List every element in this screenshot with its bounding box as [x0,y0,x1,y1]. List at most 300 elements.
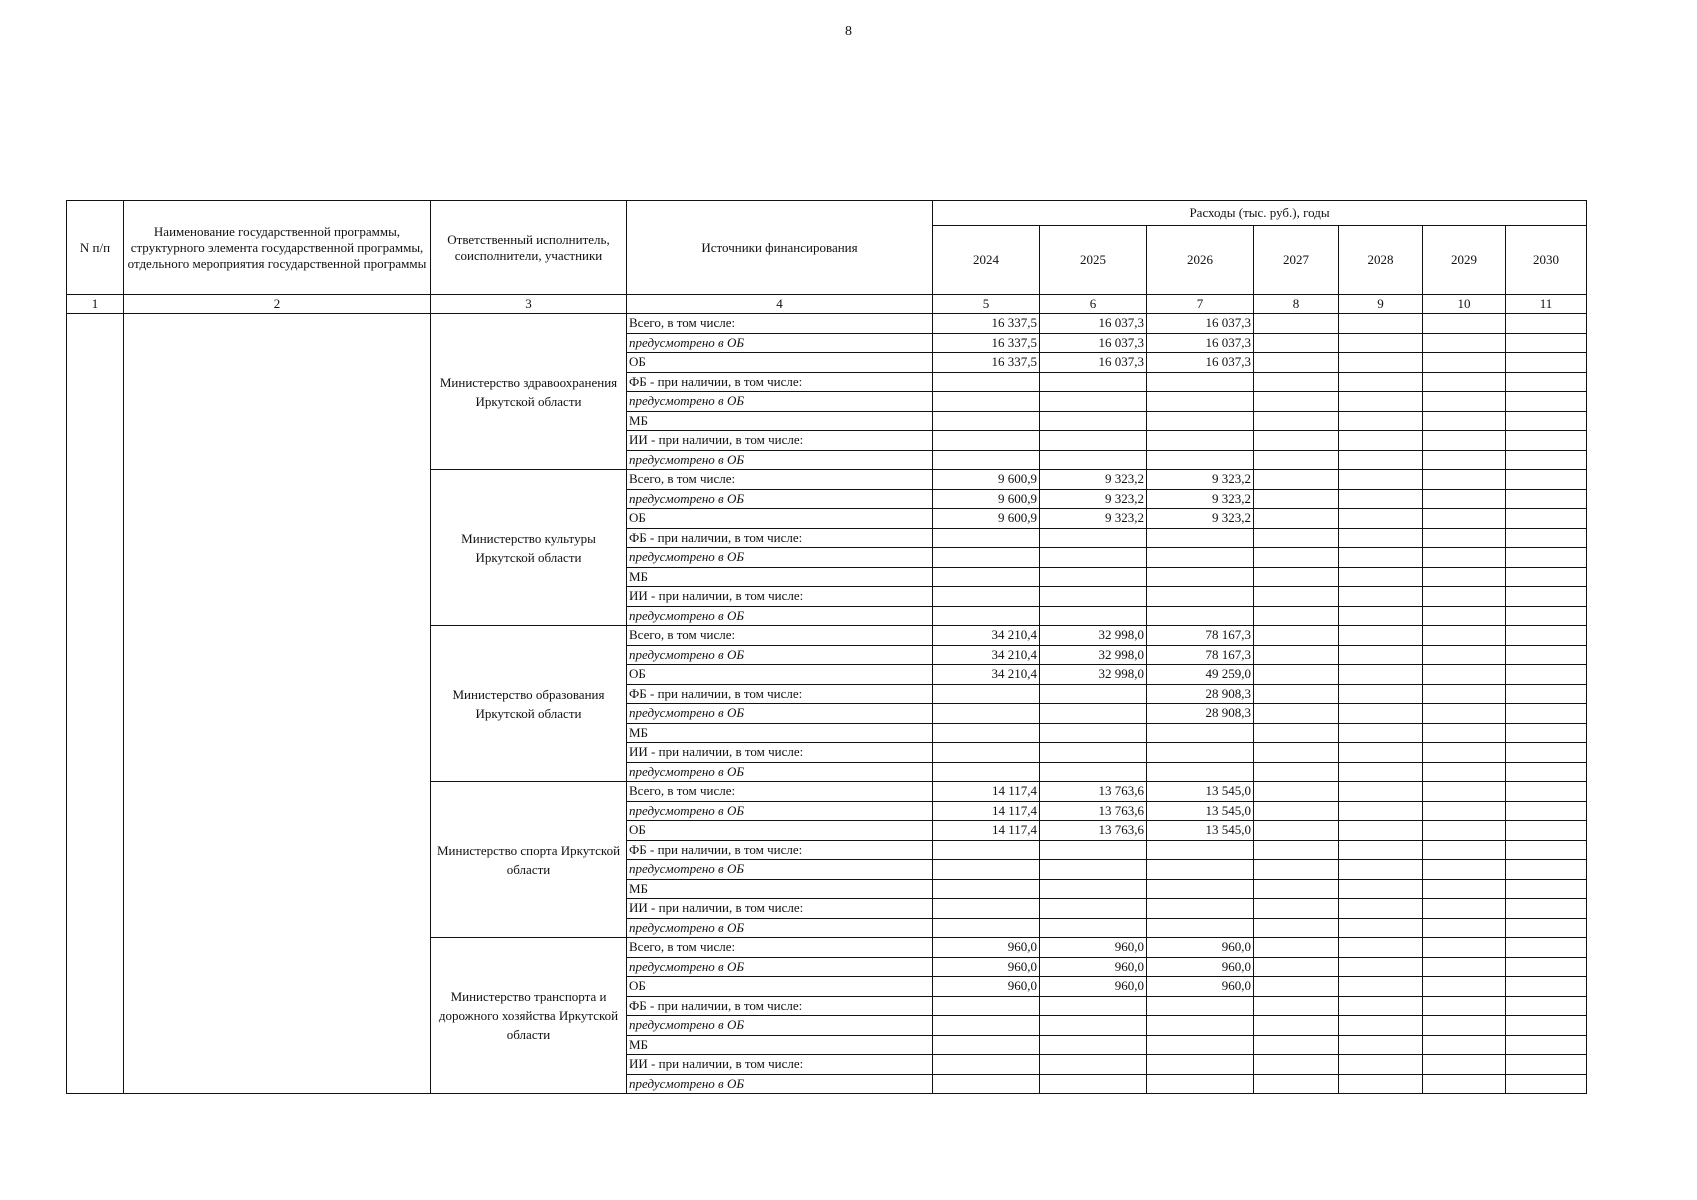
value-cell: 16 337,5 [933,314,1040,334]
value-cell [1254,333,1339,353]
value-cell [1423,723,1506,743]
value-cell: 34 210,4 [933,665,1040,685]
value-cell [1339,567,1423,587]
value-cell: 960,0 [1147,957,1254,977]
program-name-cell [124,314,431,1094]
value-cell [1040,1074,1147,1094]
value-cell [1506,879,1587,899]
value-cell [1339,489,1423,509]
value-cell [1254,411,1339,431]
value-cell: 34 210,4 [933,645,1040,665]
source-label: предусмотрено в ОБ [627,860,933,880]
value-cell [1254,684,1339,704]
value-cell [1506,801,1587,821]
value-cell [1506,723,1587,743]
value-cell [1040,1016,1147,1036]
value-cell [1339,1055,1423,1075]
value-cell [933,587,1040,607]
header-expenses: Расходы (тыс. руб.), годы [933,201,1587,226]
value-cell: 9 323,2 [1147,470,1254,490]
value-cell [1147,996,1254,1016]
value-cell [1423,548,1506,568]
value-cell [1040,567,1147,587]
source-label: предусмотрено в ОБ [627,957,933,977]
value-cell [1423,411,1506,431]
value-cell [1506,567,1587,587]
value-cell [1254,606,1339,626]
value-cell [933,879,1040,899]
value-cell [1339,392,1423,412]
value-cell [1339,606,1423,626]
header-num: N п/п [67,201,124,295]
value-cell [933,743,1040,763]
value-cell: 960,0 [1147,938,1254,958]
value-cell [1147,743,1254,763]
value-cell [1254,723,1339,743]
value-cell [1423,918,1506,938]
header-year: 2030 [1506,226,1587,295]
value-cell: 960,0 [933,977,1040,997]
value-cell [1506,528,1587,548]
value-cell [1339,509,1423,529]
value-cell [933,840,1040,860]
source-label: ОБ [627,509,933,529]
value-cell [1254,996,1339,1016]
source-label: предусмотрено в ОБ [627,333,933,353]
value-cell [1254,548,1339,568]
column-number: 5 [933,295,1040,314]
value-cell [1423,1016,1506,1036]
value-cell [1339,938,1423,958]
column-number: 6 [1040,295,1147,314]
executor-cell: Министерство образования Иркутской области [431,626,627,782]
value-cell [933,762,1040,782]
source-label: предусмотрено в ОБ [627,645,933,665]
value-cell [1506,977,1587,997]
value-cell [933,918,1040,938]
value-cell: 13 763,6 [1040,782,1147,802]
value-cell [1506,743,1587,763]
header-year: 2028 [1339,226,1423,295]
source-label: предусмотрено в ОБ [627,450,933,470]
value-cell: 9 323,2 [1147,489,1254,509]
value-cell [933,548,1040,568]
value-cell [1506,587,1587,607]
value-cell [1339,704,1423,724]
value-cell [1506,938,1587,958]
value-cell [1254,645,1339,665]
value-cell [933,1074,1040,1094]
value-cell [1506,392,1587,412]
value-cell [1040,548,1147,568]
value-cell [1423,957,1506,977]
value-cell [1040,606,1147,626]
value-cell [1147,392,1254,412]
value-cell [1506,450,1587,470]
value-cell [1254,372,1339,392]
value-cell [1254,567,1339,587]
value-cell: 49 259,0 [1147,665,1254,685]
value-cell [1506,626,1587,646]
value-cell [1423,1035,1506,1055]
executor-cell: Министерство культуры Иркутской области [431,470,627,626]
value-cell [1040,879,1147,899]
column-number: 1 [67,295,124,314]
value-cell [1254,587,1339,607]
row-number-cell [67,314,124,1094]
source-label: МБ [627,723,933,743]
value-cell [1423,606,1506,626]
source-label: Всего, в том числе: [627,314,933,334]
header-year: 2024 [933,226,1040,295]
value-cell [1147,528,1254,548]
value-cell [1506,548,1587,568]
value-cell [933,996,1040,1016]
value-cell: 9 323,2 [1040,489,1147,509]
source-label: предусмотрено в ОБ [627,704,933,724]
source-label: предусмотрено в ОБ [627,548,933,568]
value-cell [1506,431,1587,451]
source-label: ИИ - при наличии, в том числе: [627,743,933,763]
value-cell [1147,1035,1254,1055]
value-cell [1506,684,1587,704]
value-cell [1506,860,1587,880]
value-cell [1040,411,1147,431]
source-label: ОБ [627,977,933,997]
source-label: предусмотрено в ОБ [627,1016,933,1036]
value-cell: 32 998,0 [1040,645,1147,665]
value-cell [1506,470,1587,490]
value-cell [1339,899,1423,919]
value-cell [933,411,1040,431]
value-cell [1040,743,1147,763]
value-cell: 13 545,0 [1147,821,1254,841]
value-cell [1506,782,1587,802]
value-cell [1339,665,1423,685]
value-cell [1339,957,1423,977]
value-cell [1254,1074,1339,1094]
value-cell [1339,723,1423,743]
value-cell [933,704,1040,724]
value-cell [1040,1035,1147,1055]
page-number: 8 [845,24,852,39]
source-label: ФБ - при наличии, в том числе: [627,684,933,704]
value-cell: 960,0 [1040,977,1147,997]
budget-table [66,200,1587,1094]
source-label: ИИ - при наличии, в том числе: [627,1055,933,1075]
value-cell [1147,606,1254,626]
value-cell [1147,918,1254,938]
value-cell [1423,977,1506,997]
value-cell [1254,879,1339,899]
value-cell [1423,587,1506,607]
value-cell: 13 545,0 [1147,801,1254,821]
value-cell [1423,626,1506,646]
value-cell: 9 323,2 [1040,509,1147,529]
value-cell [1339,1035,1423,1055]
value-cell [1254,314,1339,334]
value-cell [1423,645,1506,665]
source-label: ФБ - при наличии, в том числе: [627,840,933,860]
value-cell: 960,0 [1040,938,1147,958]
column-number: 2 [124,295,431,314]
value-cell [1339,528,1423,548]
value-cell [1040,762,1147,782]
value-cell [1506,489,1587,509]
value-cell [1254,1016,1339,1036]
value-cell: 16 037,3 [1147,333,1254,353]
value-cell [1423,333,1506,353]
source-label: предусмотрено в ОБ [627,801,933,821]
value-cell: 16 037,3 [1040,333,1147,353]
value-cell [1423,879,1506,899]
value-cell: 960,0 [933,957,1040,977]
value-cell [1423,938,1506,958]
value-cell [933,1035,1040,1055]
value-cell [1423,314,1506,334]
value-cell [1423,704,1506,724]
value-cell [1339,977,1423,997]
value-cell [1040,918,1147,938]
source-label: предусмотрено в ОБ [627,392,933,412]
value-cell: 78 167,3 [1147,626,1254,646]
value-cell [1423,801,1506,821]
source-label: предусмотрено в ОБ [627,489,933,509]
column-number: 10 [1423,295,1506,314]
value-cell [933,450,1040,470]
value-cell [1339,821,1423,841]
column-number: 7 [1147,295,1254,314]
value-cell [1339,626,1423,646]
value-cell: 13 763,6 [1040,801,1147,821]
value-cell [1254,470,1339,490]
value-cell [1040,723,1147,743]
value-cell [1147,450,1254,470]
value-cell: 16 337,5 [933,353,1040,373]
value-cell [1423,860,1506,880]
value-cell: 13 763,6 [1040,821,1147,841]
value-cell [1423,899,1506,919]
value-cell [1423,372,1506,392]
source-label: Всего, в том числе: [627,626,933,646]
executor-cell: Министерство здравоохранения Иркутской области [431,314,627,470]
value-cell: 960,0 [1040,957,1147,977]
value-cell [1339,411,1423,431]
value-cell: 9 600,9 [933,489,1040,509]
value-cell [1423,528,1506,548]
value-cell [933,1055,1040,1075]
header-program-name: Наименование государственной программы, структурного элемента государственной программы, отдельного мероприятия государственной программы [124,201,431,295]
value-cell: 9 323,2 [1040,470,1147,490]
value-cell [933,899,1040,919]
value-cell [1254,392,1339,412]
column-number: 4 [627,295,933,314]
value-cell: 16 337,5 [933,333,1040,353]
source-label: предусмотрено в ОБ [627,606,933,626]
value-cell [1147,1074,1254,1094]
source-label: Всего, в том числе: [627,938,933,958]
value-cell [1339,450,1423,470]
value-cell [1254,762,1339,782]
value-cell: 13 545,0 [1147,782,1254,802]
value-cell [1040,587,1147,607]
source-label: ОБ [627,353,933,373]
value-cell [1506,1035,1587,1055]
value-cell [1339,996,1423,1016]
value-cell [1423,470,1506,490]
value-cell [1254,977,1339,997]
value-cell [1339,1074,1423,1094]
value-cell [1254,353,1339,373]
value-cell [1040,450,1147,470]
value-cell [1254,957,1339,977]
source-label: предусмотрено в ОБ [627,1074,933,1094]
value-cell [1506,840,1587,860]
value-cell [1423,665,1506,685]
source-label: Всего, в том числе: [627,470,933,490]
value-cell: 9 600,9 [933,470,1040,490]
column-number: 9 [1339,295,1423,314]
value-cell [1506,899,1587,919]
value-cell [933,1016,1040,1036]
value-cell [1147,1055,1254,1075]
value-cell [1506,821,1587,841]
value-cell [1423,840,1506,860]
value-cell [1339,918,1423,938]
value-cell: 9 600,9 [933,509,1040,529]
column-number: 11 [1506,295,1587,314]
value-cell [1339,645,1423,665]
source-label: ОБ [627,821,933,841]
column-number: 8 [1254,295,1339,314]
value-cell [1339,860,1423,880]
value-cell [1254,821,1339,841]
value-cell [1147,840,1254,860]
value-cell [1506,918,1587,938]
value-cell [1339,431,1423,451]
value-cell [1040,392,1147,412]
value-cell [1506,762,1587,782]
value-cell [1506,1074,1587,1094]
header-year: 2026 [1147,226,1254,295]
value-cell: 960,0 [933,938,1040,958]
source-label: ФБ - при наличии, в том числе: [627,996,933,1016]
column-number: 3 [431,295,627,314]
value-cell [1506,665,1587,685]
value-cell: 14 117,4 [933,782,1040,802]
value-cell [1147,723,1254,743]
value-cell [1254,938,1339,958]
value-cell: 9 323,2 [1147,509,1254,529]
value-cell: 16 037,3 [1040,314,1147,334]
value-cell [1147,762,1254,782]
value-cell [1254,918,1339,938]
value-cell [1254,704,1339,724]
value-cell [1040,840,1147,860]
value-cell: 16 037,3 [1147,314,1254,334]
budget-body [67,314,1587,1094]
value-cell [933,528,1040,548]
value-cell [1339,314,1423,334]
value-cell [1423,567,1506,587]
executor-cell: Министерство спорта Иркутской области [431,782,627,938]
value-cell: 28 908,3 [1147,704,1254,724]
value-cell [1254,489,1339,509]
value-cell: 28 908,3 [1147,684,1254,704]
value-cell [1506,509,1587,529]
value-cell [1506,314,1587,334]
value-cell [1147,899,1254,919]
value-cell [1339,372,1423,392]
source-label: Всего, в том числе: [627,782,933,802]
value-cell [1506,333,1587,353]
header-year: 2025 [1040,226,1147,295]
value-cell: 32 998,0 [1040,626,1147,646]
value-cell [1506,1016,1587,1036]
value-cell [1254,801,1339,821]
value-cell [1423,1055,1506,1075]
value-cell [933,372,1040,392]
value-cell: 78 167,3 [1147,645,1254,665]
source-label: ОБ [627,665,933,685]
value-cell [1254,1055,1339,1075]
source-label: ИИ - при наличии, в том числе: [627,431,933,451]
source-label: ФБ - при наличии, в том числе: [627,372,933,392]
value-cell [1339,879,1423,899]
header-source: Источники финансирования [627,201,933,295]
value-cell [1339,762,1423,782]
value-cell [1040,860,1147,880]
value-cell [1254,528,1339,548]
source-label: МБ [627,879,933,899]
value-cell [1506,353,1587,373]
value-cell [1254,431,1339,451]
value-cell [1423,996,1506,1016]
header-executor: Ответственный исполнитель, соисполнители, участники [431,201,627,295]
value-cell [1339,1016,1423,1036]
value-cell [1254,840,1339,860]
value-cell [933,684,1040,704]
source-label: ФБ - при наличии, в том числе: [627,528,933,548]
value-cell [1339,840,1423,860]
value-cell [1040,684,1147,704]
value-cell [933,606,1040,626]
value-cell [1506,411,1587,431]
value-cell [1506,996,1587,1016]
header-year: 2029 [1423,226,1506,295]
source-label: ИИ - при наличии, в том числе: [627,587,933,607]
value-cell [1339,782,1423,802]
value-cell [1423,821,1506,841]
source-label: предусмотрено в ОБ [627,762,933,782]
value-cell [1254,782,1339,802]
value-cell [1339,470,1423,490]
value-cell [1254,509,1339,529]
value-cell [1506,957,1587,977]
value-cell [1339,548,1423,568]
executor-cell: Министерство транспорта и дорожного хозяйства Иркутской области [431,938,627,1094]
value-cell [1506,372,1587,392]
source-label: МБ [627,411,933,431]
value-cell [933,392,1040,412]
value-cell [1147,1016,1254,1036]
value-cell [1339,801,1423,821]
value-cell [1423,392,1506,412]
value-cell [933,723,1040,743]
source-label: предусмотрено в ОБ [627,918,933,938]
value-cell [1040,996,1147,1016]
value-cell [1040,528,1147,548]
